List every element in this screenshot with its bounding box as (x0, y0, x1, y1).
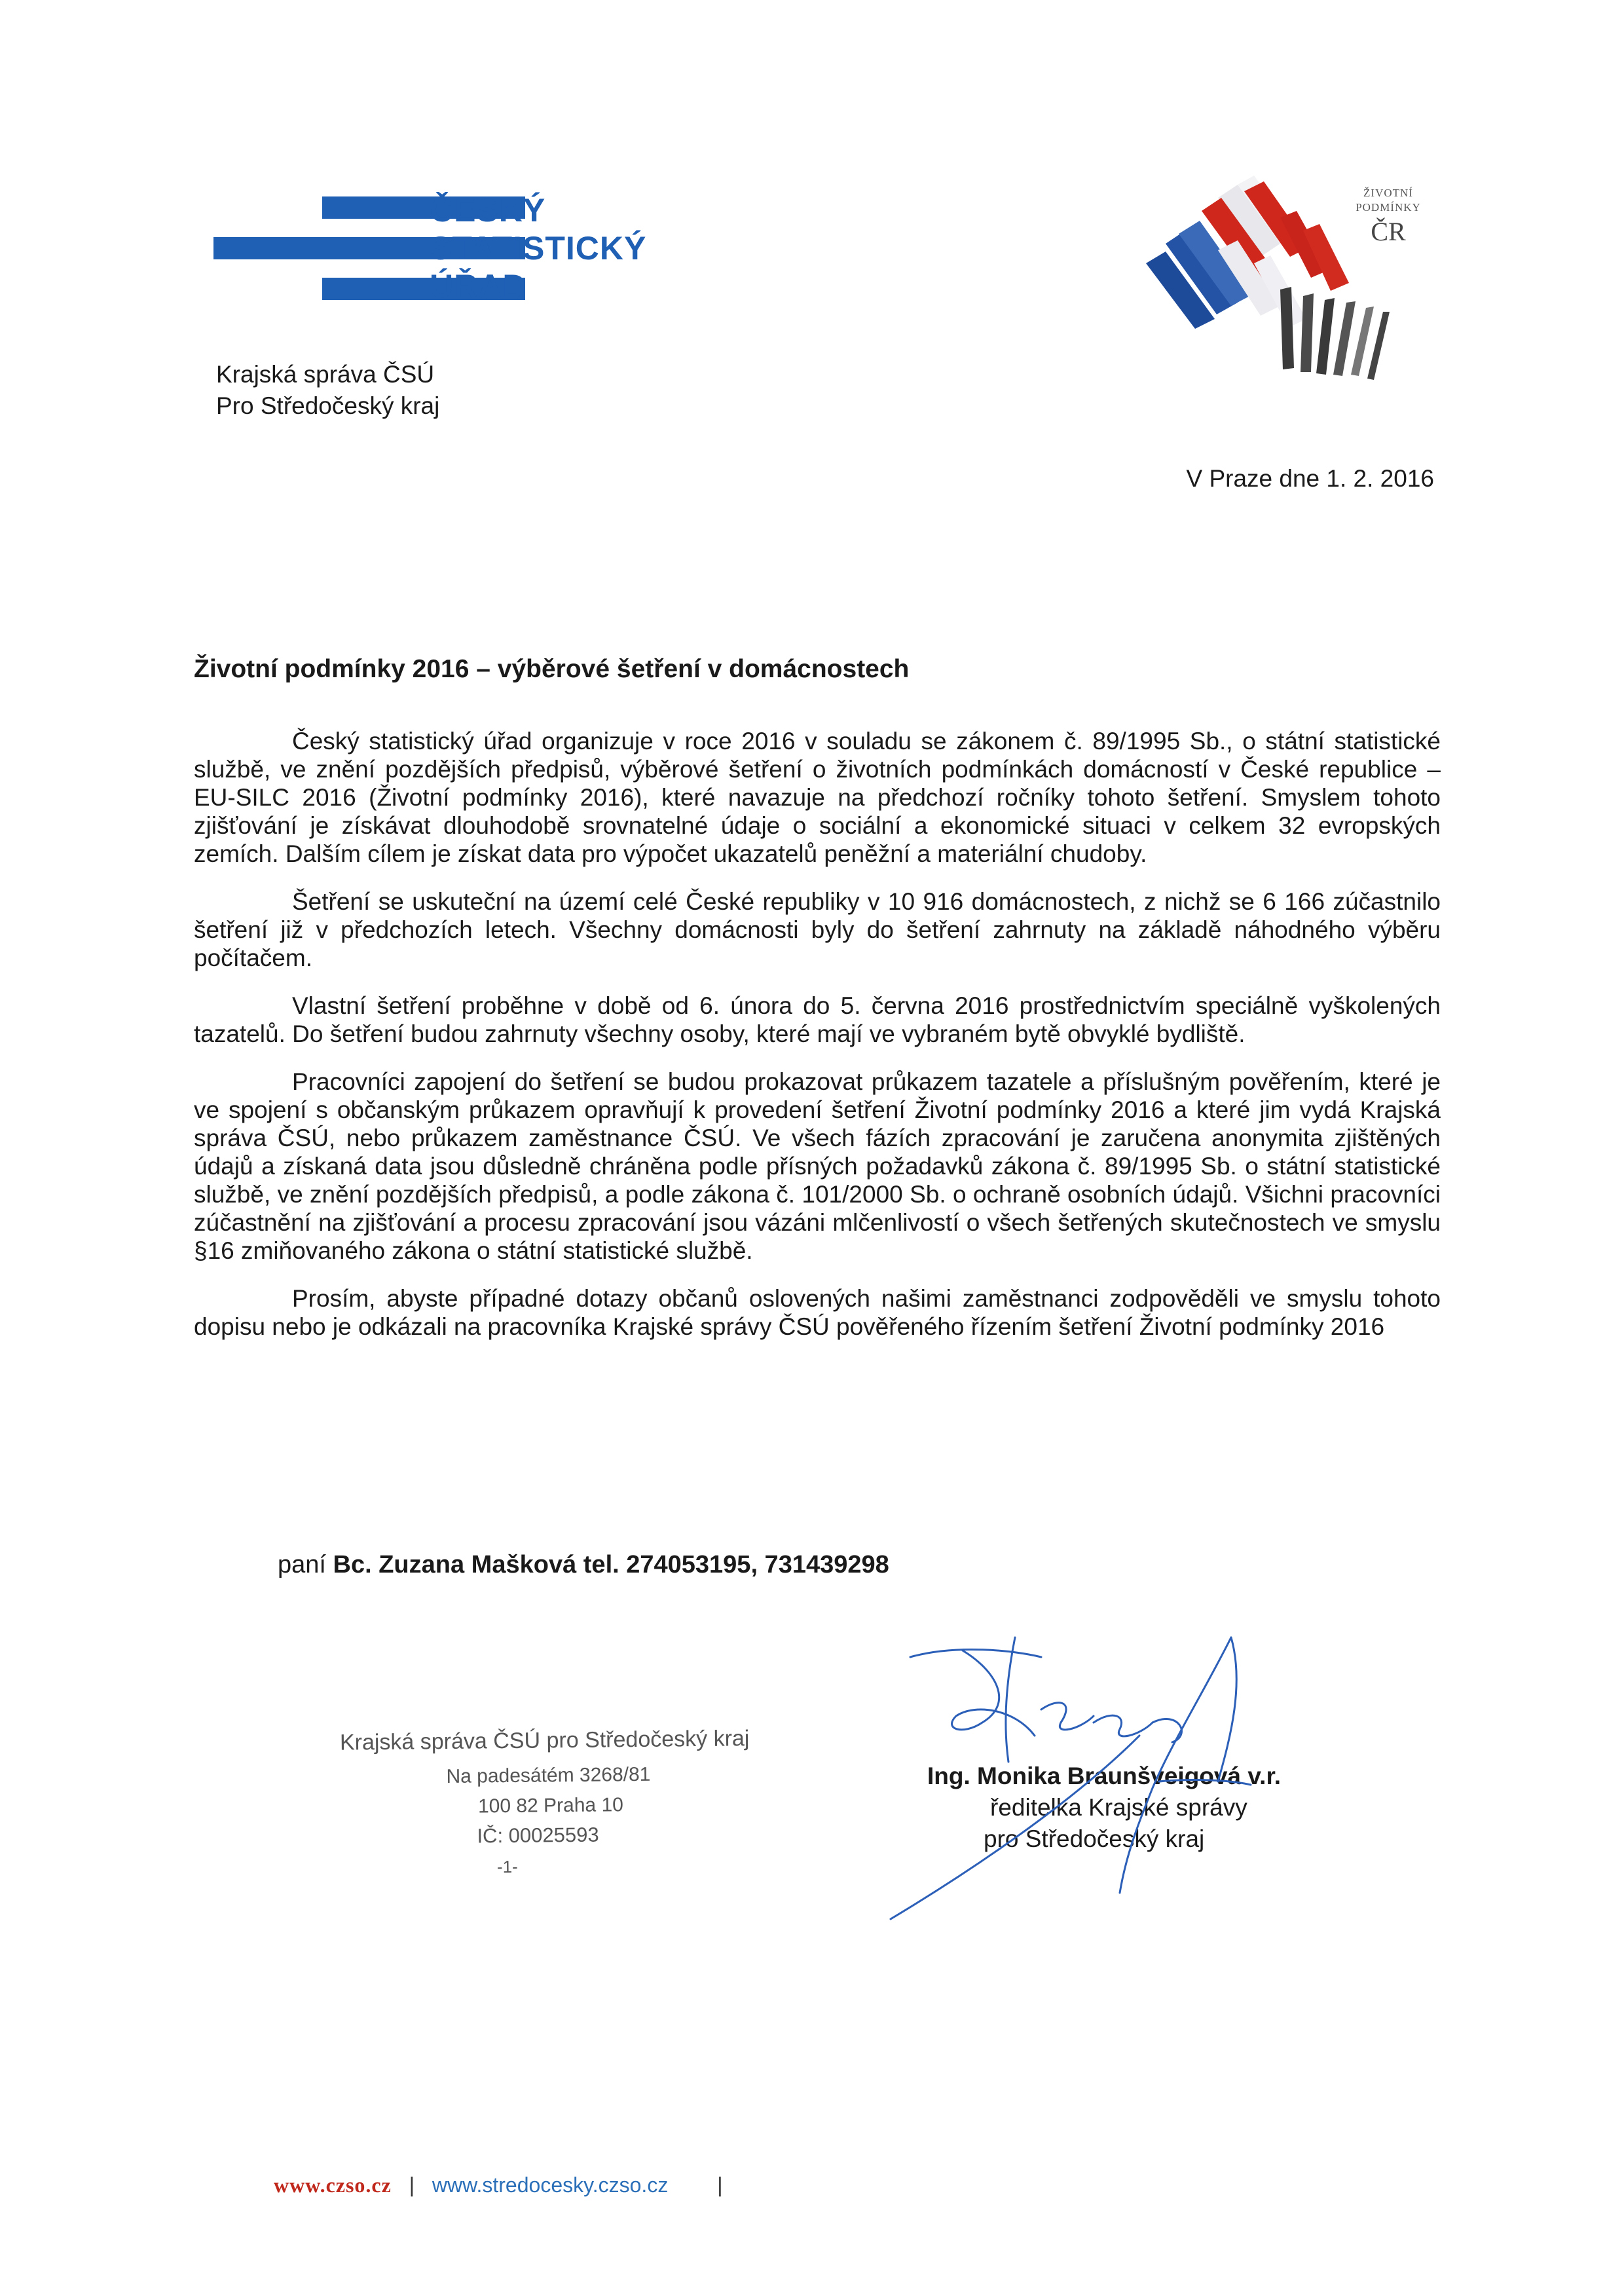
letter-subject: Životní podmínky 2016 – výběrové šetření v domácnostech (194, 655, 910, 683)
paragraph-1: Český statistický úřad organizuje v roce 2016 v souladu se zákonem č. 89/1995 Sb., o státní statistické službě, ve znění pozdějších předpisů, výběrové šetření o životních podmínkách domácností v České republice – EU-SILC 2016 (Životní podmínky 2016), které navazuje na předchozí ročníky tohoto šetření. Smyslem tohoto zjišťování je získávat dlouhodobě srovnatelné údaje o sociální a ekonomické situaci v celkem 32 evropských zemích. Dalším cílem je získat data pro výpočet ukazatelů peněžní a materiální chudoby. (194, 728, 1441, 867)
footer-link-stredocesky[interactable]: www.stredocesky.czso.cz (432, 2173, 669, 2197)
paragraph-2: Šetření se uskuteční na území celé České republiky v 10 916 domácnostech, z nichž se 6 166 zúčastnilo šetření již v předchozích letech. Všechny domácnosti byly do šetření zahrnuty na základě náhodného výběru počítačem. (194, 888, 1441, 971)
contact-line (278, 1551, 889, 1579)
stamp-line-5: -1- (496, 1856, 518, 1877)
logo-line-1: ČESKÝ (430, 192, 546, 229)
paragraph-5: Prosím, abyste případné dotazy občanů oslovených našimi zaměstnanci zodpověděli ve smyslu tohoto dopisu nebo je odkázali na pracovníka Krajské správy ČSÚ pověřeného řízením šetření Životní podmínky 2016 (194, 1285, 1441, 1340)
paragraph-4: Pracovníci zapojení do šetření se budou prokazovat průkazem tazatele a příslušným pověřením, které je ve spojení s občanským průkazem opravňují k provedení šetření Životní podmínky 2016 a které jim vydá Krajská správa ČSÚ, nebo průkazem zaměstnance ČSÚ. Ve všech fázích zpracování je zaručena anonymita zjištěných údajů a získaná data jsou důsledně chráněna podle přísných požadavků zákona č. 89/1995 Sb. o státní statistické službě, ve znění pozdějších předpisů, a podle zákona č. 101/2000 Sb. o ochraně osobních údajů. Všichni pracovníci zúčastnění na zjišťování a procesu zpracování jsou vázáni mlčenlivostí o všech šetřených skutečnostech ve smyslu §16 zmiňovaného zákona o státní statistické službě. (194, 1068, 1441, 1264)
zp-line-3: ČR (1371, 217, 1406, 246)
logo-wordmark (430, 191, 646, 305)
sender-address (216, 359, 439, 422)
contact-details: Bc. Zuzana Mašková tel. 274053195, 731439298 (333, 1551, 889, 1578)
logo-line-3: ÚŘAD (430, 268, 527, 305)
zp-line-2: PODMÍNKY (1356, 201, 1421, 214)
stamp-line-4: IČ: 00025593 (477, 1823, 599, 1848)
stamp-line-2: Na padesátém 3268/81 (446, 1763, 651, 1787)
zp-logo-text (1342, 186, 1434, 249)
handwritten-signature (864, 1631, 1336, 1939)
letter-date: V Praze dne 1. 2. 2016 (1186, 465, 1434, 492)
sender-line-1: Krajská správa ČSÚ (216, 361, 435, 388)
sender-line-2: Pro Středočeský kraj (216, 392, 440, 419)
paragraph-3: Vlastní šetření proběhne v době od 6. února do 5. června 2016 prostřednictvím speciálně vyškolených tazatelů. Do šetření budou zahrnuty všechny osoby, které mají ve vybraném bytě obvyklé bydliště. (194, 992, 1441, 1047)
letter-body (194, 727, 1441, 1360)
zivotni-podminky-logo (1139, 172, 1441, 381)
footer (274, 2173, 723, 2197)
stamp-line-1: Krajská správa ČSÚ pro Středočeský kraj (339, 1726, 750, 1755)
footer-link-czso[interactable]: www.czso.cz (274, 2173, 392, 2197)
signer-name: Ing. Monika Braunšveigová v.r. (927, 1763, 1282, 1789)
logo-line-2: STATISTICKÝ (430, 230, 647, 267)
office-stamp (327, 1725, 813, 1888)
footer-separator-2: | (717, 2173, 723, 2197)
contact-prefix: paní (278, 1551, 326, 1578)
signer-region: pro Středočeský kraj (984, 1825, 1205, 1852)
stamp-line-3: 100 82 Praha 10 (477, 1794, 624, 1818)
footer-separator-1: | (409, 2173, 415, 2197)
signer-role: ředitelka Krajské správy (990, 1794, 1247, 1821)
csu-logo (213, 191, 672, 303)
zp-line-1: ŽIVOTNÍ (1363, 187, 1413, 199)
